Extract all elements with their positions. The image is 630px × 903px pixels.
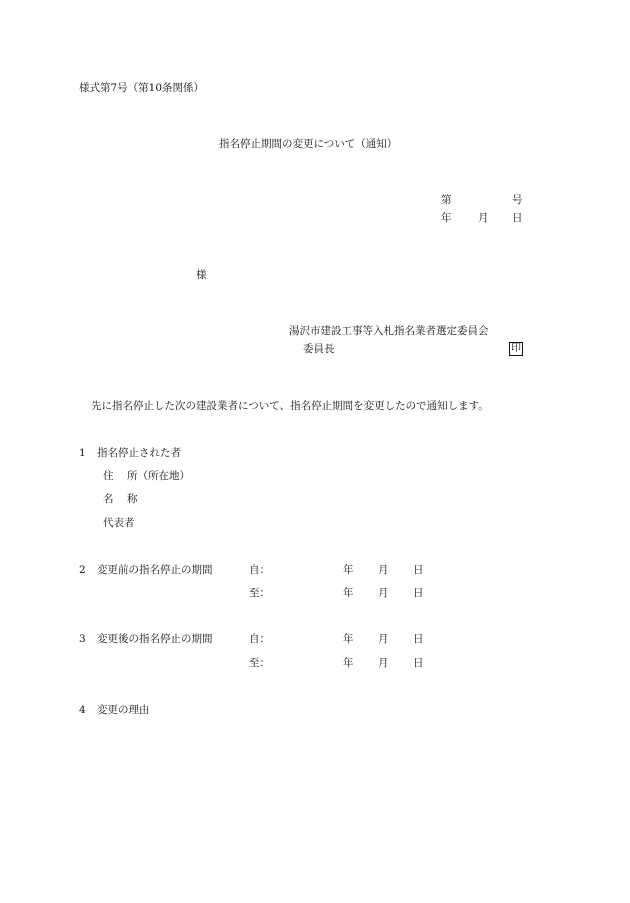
section-2-from-month: 月 [378,564,389,576]
section-3-to-year: 年 [343,657,354,669]
section-3-from-month: 月 [378,633,389,645]
section-1-heading: 指名停止された者 [97,447,181,459]
date-year-label: 年 [441,212,452,224]
section-2-to-label: 至： [249,587,270,599]
representative-label: 代表者 [103,517,135,529]
section-3-heading: 変更後の指名停止の期間 [97,633,213,645]
name-label-a: 名 [103,493,114,505]
section-3-number: 3 [79,633,86,645]
recipient-honorific: 様 [196,269,207,281]
document-title: 指名停止期間の変更について（通知） [219,138,398,150]
seal-stamp-box [509,342,523,356]
sender-title: 委員長 [303,343,335,355]
section-3-from-label: 自： [249,633,270,645]
doc-number-prefix: 第 [441,194,452,206]
section-3-to-day: 日 [413,657,424,669]
section-3-from-year: 年 [343,633,354,645]
section-3-to-month: 月 [378,657,389,669]
date-day-label: 日 [512,212,523,224]
address-label-b: 所（所在地） [127,470,190,482]
section-3-to-label: 至： [249,657,270,669]
section-2-number: 2 [79,564,86,576]
section-2-to-day: 日 [413,587,424,599]
address-label-a: 住 [103,470,114,482]
section-2-to-year: 年 [343,587,354,599]
section-1-number: 1 [79,447,86,459]
name-label-b: 称 [127,493,138,505]
body-text: 先に指名停止した次の建設業者について、指名停止期間を変更したので通知します。 [91,400,489,412]
seal-label: 印 [511,343,521,354]
section-3-from-day: 日 [413,633,424,645]
section-2-from-year: 年 [343,564,354,576]
form-number: 様式第7号（第10条関係） [79,82,205,94]
section-4-number: 4 [79,704,86,716]
date-month-label: 月 [478,212,489,224]
section-2-from-day: 日 [413,564,424,576]
section-2-from-label: 自： [249,564,270,576]
section-2-heading: 変更前の指名停止の期間 [97,564,213,576]
section-4-heading: 変更の理由 [97,704,150,716]
doc-number-suffix: 号 [512,194,523,206]
sender-organization: 湯沢市建設工事等入札指名業者選定委員会 [289,325,489,337]
section-2-to-month: 月 [378,587,389,599]
